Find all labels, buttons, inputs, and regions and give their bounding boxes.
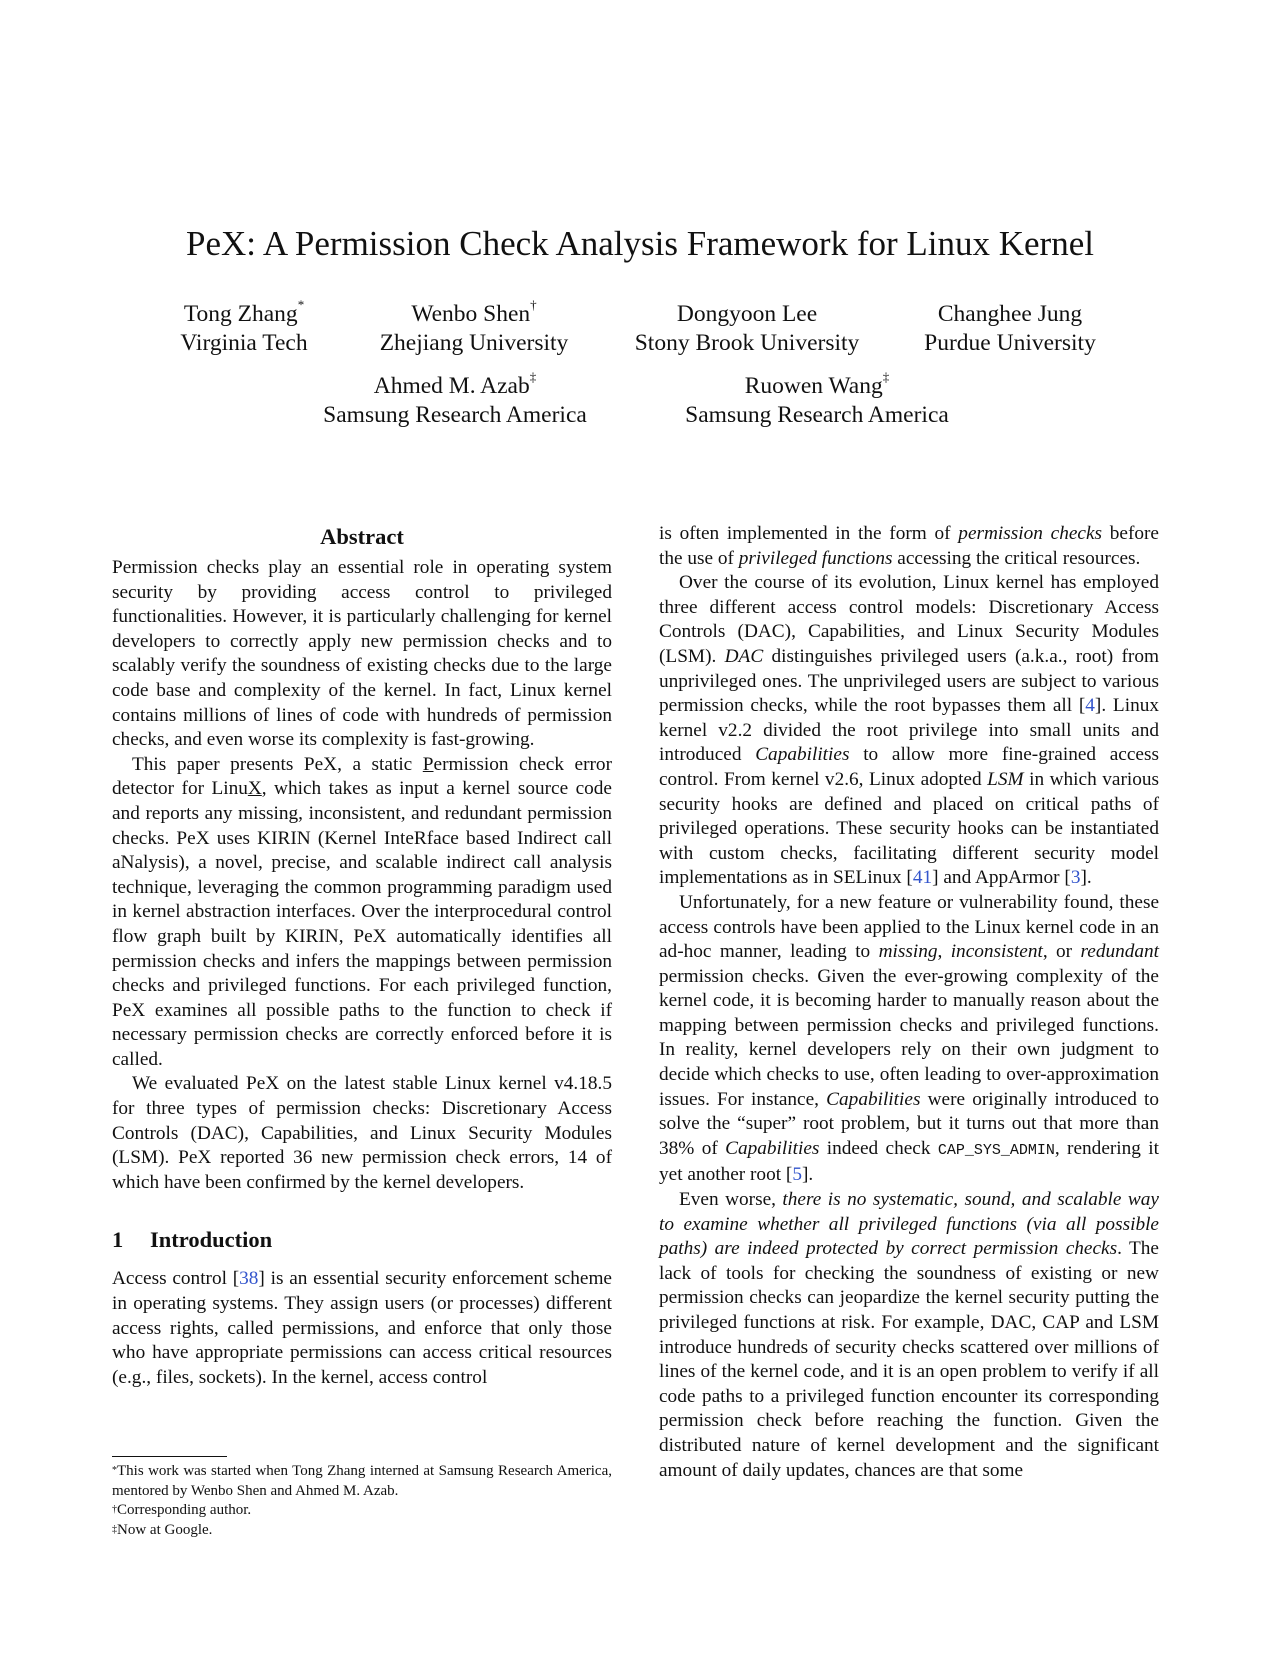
author-name: Tong Zhang bbox=[183, 301, 298, 327]
intro-paragraph-continued: is often implemented in the form of permission checks before the use of privileged functions accessing the critical resources. bbox=[659, 523, 1159, 569]
author-tong-zhang bbox=[162, 297, 326, 358]
author-wenbo-shen bbox=[358, 297, 590, 358]
author-mark: ‡ bbox=[529, 369, 537, 384]
author-name: Changhee Jung bbox=[937, 301, 1083, 327]
intro-paragraph-2: Over the course of its evolution, Linux kernel has employed three different access control models: Discretionary Access Controls (DAC), Capabilities, and Linux Security Modules (LSM). DAC distinguishes privileged users (a.k.a., root) from unprivileged ones. The unprivileged users are subject to various permission checks, while the root bypasses them all [4]. Linux kernel v2.2 divided the root privilege into small units and introduced Capabilities to allow more fine-grained access control. From kernel v2.6, Linux adopted LSM in which various security hooks are defined and placed on critical paths of privileged operations. These security hooks can be instantiated with custom checks, facilitating different security model implementations as in SELinux [41] and AppArmor [3]. bbox=[659, 572, 1160, 889]
author-mark: * bbox=[297, 297, 305, 312]
author-affiliation: Stony Brook University bbox=[634, 330, 860, 356]
section-heading-introduction: 1 Introduction bbox=[112, 1227, 273, 1253]
footnotes bbox=[112, 1462, 612, 1540]
author-changhee-jung bbox=[910, 300, 1110, 358]
author-affiliation: Purdue University bbox=[924, 330, 1096, 356]
right-column bbox=[659, 522, 1159, 1483]
author-name: Wenbo Shen bbox=[411, 301, 531, 327]
author-affiliation: Virginia Tech bbox=[180, 330, 308, 356]
left-column bbox=[112, 522, 612, 1390]
intro-paragraph-1: Access control [38] is an essential security enforcement scheme in operating systems. They assign users (or processes) different access rights, called permissions, and enforce that only those who have appropriate permissions can access critical resources (e.g., files, sockets). In the kernel, access control bbox=[112, 1268, 612, 1388]
author-affiliation: Samsung Research America bbox=[685, 402, 949, 428]
footnote-3: ‡Now at Google. bbox=[112, 1521, 213, 1538]
author-affiliation: Samsung Research America bbox=[323, 402, 587, 428]
author-mark: † bbox=[530, 297, 537, 312]
footnote-2: †Corresponding author. bbox=[112, 1502, 252, 1519]
citation-link[interactable]: 5 bbox=[792, 1164, 802, 1186]
author-name: Dongyoon Lee bbox=[676, 301, 818, 327]
intro-paragraph-4: Even worse, there is no systematic, sound, and scalable way to examine whether all privileged functions (via all possible paths) are indeed protected by correct permission checks. The lack of tools for checking the soundness of existing or new permission checks can jeopardize the kernel security putting the privileged functions at risk. For example, DAC, CAP and LSM introduce hundreds of security checks scattered over millions of lines of the kernel code, and it is an open problem to verify if all code paths to a privileged function encounter its corresponding permission check before reaching the function. Given the distributed nature of kernel development and the significant amount of daily updates, chances are that some bbox=[659, 1189, 1159, 1481]
paper-title: PeX: A Permission Check Analysis Framework for Linux Kernel bbox=[186, 224, 1094, 263]
author-name: Ruowen Wang bbox=[744, 373, 883, 399]
abstract-heading: Abstract bbox=[320, 524, 404, 549]
citation-link[interactable]: 4 bbox=[1085, 695, 1095, 717]
abstract-paragraph-3: We evaluated PeX on the latest stable Linux kernel v4.18.5 for three types of permission checks: Discretionary Access Controls (DAC), Capabilities, and Linux Security Modules (LSM). PeX reported 36 new permission check errors, 14 of which have been confirmed by the kernel developers. bbox=[112, 1073, 612, 1193]
author-ruowen-wang bbox=[672, 369, 962, 430]
author-dongyoon-lee bbox=[618, 300, 876, 358]
citation-link[interactable]: 3 bbox=[1070, 867, 1081, 889]
citation-link[interactable]: 38 bbox=[239, 1268, 259, 1290]
author-affiliation: Zhejiang University bbox=[379, 330, 569, 356]
abstract-paragraph-2: This paper presents PeX, a static Permission check error detector for LinuX, which takes as input a kernel source code and reports any missing, inconsistent, and redundant permission checks. PeX uses KIRIN (Kernel InteRface based Indirect call aNalysis), a novel, precise, and scalable indirect call analysis technique, leveraging the common programming paradigm used in kernel abstraction interfaces. Over the interprocedural control flow graph built by KIRIN, PeX automatically identifies all permission checks and infers the mappings between permission checks and privileged functions. For each privileged function, PeX examines all possible paths to the function to check if necessary permission checks are correctly enforced before it is called. bbox=[112, 753, 612, 1070]
footnote-1: *This work was started when Tong Zhang interned at Samsung Research America, mentored by Wenbo Shen and Ahmed M. Azab. bbox=[112, 1463, 612, 1499]
author-name: Ahmed M. Azab bbox=[373, 373, 530, 399]
citation-link[interactable]: 41 bbox=[912, 867, 933, 889]
author-mark: ‡ bbox=[882, 369, 890, 384]
intro-paragraph-3: Unfortunately, for a new feature or vulnerability found, these access controls have been applied to the Linux kernel code in an ad-hoc manner, leading to missing, inconsistent, or redundant permission checks. Given the ever-growing complexity of the kernel code, it is becoming harder to manually reason about the mapping between permission checks and privileged functions. In reality, kernel developers rely on their own judgment to decide which checks to use, often leading to over-approximation issues. For instance, Capabilities were originally introduced to solve the “super” root problem, but it turns out that more than 38% of Capabilities indeed check CAP_SYS_ADMIN, rendering it yet another root [5]. bbox=[659, 891, 1160, 1186]
author-ahmed-azab bbox=[310, 369, 600, 430]
abstract-paragraph-1: Permission checks play an essential role in operating system security by providing access control to privileged functionalities. However, it is particularly challenging for kernel developers to correctly apply new permission checks and to scalably verify the soundness of existing checks due to the large code base and complexity of the kernel. In fact, Linux kernel contains millions of lines of code with hundreds of permission checks, and even worse its complexity is fast-growing. bbox=[112, 557, 612, 751]
footnote-rule bbox=[112, 1456, 227, 1457]
inline-code: CAP_SYS_ADMIN bbox=[937, 1141, 1055, 1159]
